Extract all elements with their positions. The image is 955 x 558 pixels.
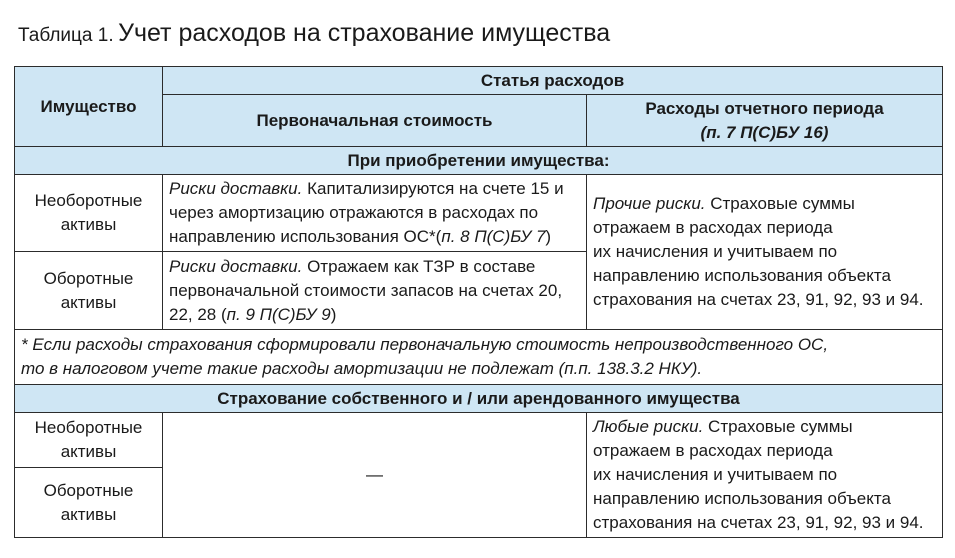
header-period-title: Расходы отчетного периода xyxy=(645,98,884,118)
table-row xyxy=(15,413,943,468)
risk-label: Риски доставки. xyxy=(169,179,303,198)
footnote-line: то в налоговом учете такие расходы амортизации не подлежат (п.п. 138.3.2 НКУ). xyxy=(21,359,703,378)
asset-current xyxy=(15,468,163,538)
asset-current xyxy=(15,252,163,330)
initial-cost-current xyxy=(163,252,587,330)
initial-cost-noncurrent xyxy=(163,175,587,252)
period-line-text: Страховые суммы xyxy=(705,194,855,213)
asset-line: активы xyxy=(60,442,117,461)
period-line xyxy=(593,415,936,439)
table-row xyxy=(15,175,943,252)
asset-line: Необоротные xyxy=(34,191,143,210)
asset-line: Необоротные xyxy=(34,418,143,437)
header-initial-cost: Первоначальная стоимость xyxy=(163,95,587,147)
section-row xyxy=(15,385,943,413)
header-period-expenses xyxy=(587,95,943,147)
section-row xyxy=(15,147,943,175)
table-title-text: Учет расходов на страхование имущества xyxy=(118,19,611,47)
period-line: направлению использования объекта xyxy=(593,489,891,508)
period-line: их начисления и учитываем по xyxy=(593,242,838,261)
section-acquisition-title: При приобретении имущества: xyxy=(15,147,943,175)
footnote-row xyxy=(15,330,943,385)
cell-text: Капитализируются на счете 15 и через амортизацию отражаются в расходах по направлению использования ОС*( xyxy=(169,179,564,246)
table-label: Таблица 1. xyxy=(18,25,114,46)
asset-noncurrent xyxy=(15,175,163,252)
asset-line: активы xyxy=(60,215,117,234)
cell-text-tail: ) xyxy=(545,227,552,246)
cell-text-tail: ) xyxy=(330,304,337,324)
asset-line: активы xyxy=(60,504,117,524)
expenses-table xyxy=(14,66,943,538)
regulation-ref: п. 9 П(С)БУ 9 xyxy=(226,304,331,324)
period-line-text: Страховые суммы xyxy=(703,417,853,436)
risk-label: Любые риски. xyxy=(593,417,704,436)
period-expenses-acquisition xyxy=(587,175,943,330)
header-row-1 xyxy=(15,67,943,95)
period-line: страхования на счетах 23, 91, 92, 93 и 94. xyxy=(593,290,924,309)
period-line: их начисления и учитываем по xyxy=(593,465,838,484)
asset-noncurrent xyxy=(15,413,163,468)
header-expense-item: Статья расходов xyxy=(163,67,943,95)
asset-line: активы xyxy=(60,292,117,312)
period-line: страхования на счетах 23, 91, 92, 93 и 94. xyxy=(593,513,924,532)
header-period-ref: (п. 7 П(С)БУ 16) xyxy=(700,122,829,142)
footnote xyxy=(15,330,943,385)
asset-line: Оборотные xyxy=(43,268,134,288)
initial-cost-dash: — xyxy=(163,413,587,538)
asset-line: Оборотные xyxy=(43,480,134,500)
risk-label: Риски доставки. xyxy=(169,256,303,276)
period-line: направлению использования объекта xyxy=(593,266,891,285)
period-line: отражаем в расходах периода xyxy=(593,218,833,237)
section-insurance-title: Страхование собственного и / или арендованного имущества xyxy=(15,385,943,413)
period-line: отражаем в расходах периода xyxy=(593,441,833,460)
table-title xyxy=(18,19,610,48)
risk-label: Прочие риски. xyxy=(593,194,706,213)
period-line xyxy=(593,192,936,216)
footnote-line: * Если расходы страхования сформировали первоначальную стоимость непроизводственного ОС, xyxy=(21,335,829,354)
header-property: Имущество xyxy=(15,67,163,147)
period-expenses-insurance xyxy=(587,413,943,538)
cell-text: Отражаем как ТЗР в составе первоначальной стоимости запасов на счетах 20, 22, 28 ( xyxy=(169,256,563,324)
regulation-ref: п. 8 П(С)БУ 7 xyxy=(441,227,546,246)
